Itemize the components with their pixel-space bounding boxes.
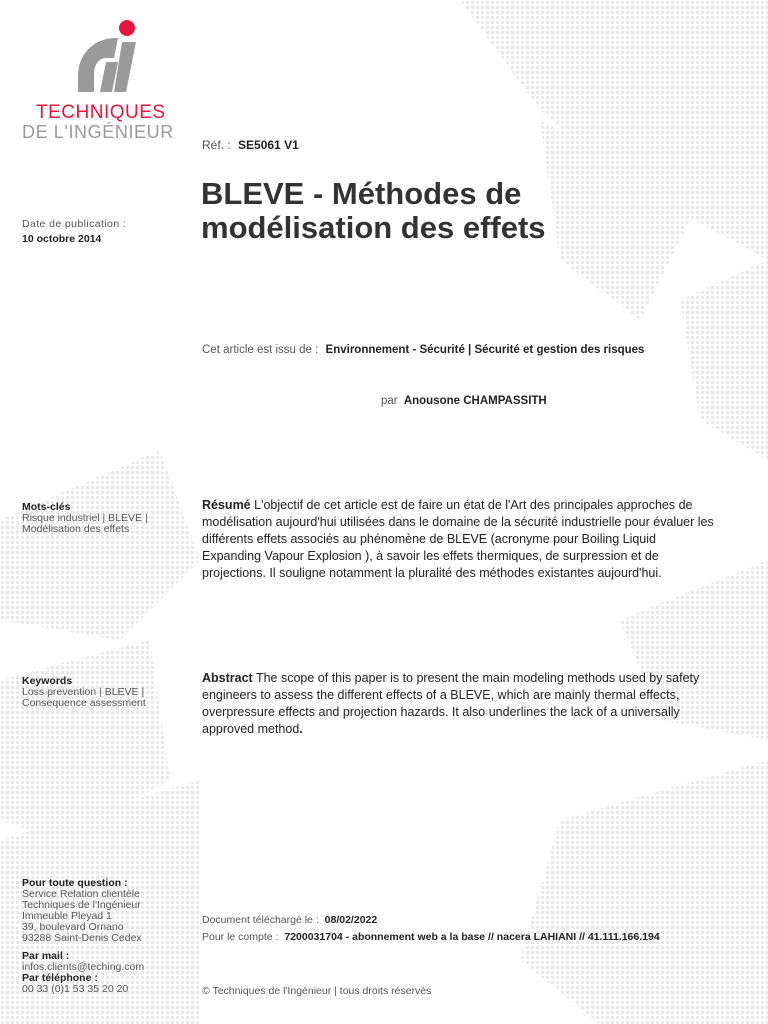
download-date-row [202, 912, 660, 929]
download-account-value: 7200031704 - abonnement web a la base // nacera LAHIANI // 41.111.166.194 [284, 931, 660, 943]
contact-info [22, 878, 144, 995]
contact-line: 39, boulevard Ornano [22, 921, 124, 933]
source-value[interactable]: Environnement - Sécurité | Sécurité et gestion des risques [325, 344, 645, 356]
download-date-value: 08/02/2022 [324, 914, 378, 926]
copyright: © Techniques de l'Ingénieur | tous droits réservés [202, 985, 432, 997]
download-info [202, 912, 660, 946]
author-name: Anousone CHAMPASSITH [403, 395, 547, 407]
contact-line: Service Relation clientèle [22, 888, 140, 900]
reference-value: SE5061 V1 [238, 138, 299, 152]
title-line1: BLEVE - Méthodes de [201, 176, 522, 211]
logo[interactable] [22, 18, 202, 148]
reference-label: Réf. : [202, 138, 231, 152]
resume-heading: Résumé [202, 498, 251, 512]
keywords [22, 676, 146, 709]
keywords-line2: Consequence assessment [22, 697, 146, 709]
mots-cles-line1: Risque industriel | BLEVE | [22, 512, 148, 524]
title-line2: modélisation des effets [201, 210, 546, 245]
mots-cles [22, 502, 148, 535]
contact-phone-heading: Par téléphone : [22, 972, 98, 984]
reference [202, 138, 299, 152]
abstract-heading: Abstract [202, 671, 253, 685]
abstract-text: The scope of this paper is to present the main modeling methods used by safety engineers to assess the different effects of a BLEVE, which are mainly thermal effects, overpressure effects and projection hazards. It also underlines the lack of a universally approved method [202, 671, 700, 736]
logo-mark-icon [70, 18, 150, 98]
keywords-heading: Keywords [22, 675, 73, 687]
keywords-line1: Loss prevention | BLEVE | [22, 686, 145, 698]
contact-question-heading: Pour toute question : [22, 877, 128, 889]
abstract-end: . [299, 722, 303, 736]
download-account-row [202, 929, 660, 946]
source-label: Cet article est issu de : [202, 344, 319, 356]
contact-phone: 00 33 (0)1 53 35 20 20 [22, 983, 129, 995]
mots-cles-heading: Mots-clés [22, 501, 71, 513]
author-label: par [381, 395, 398, 407]
publication-date [22, 218, 126, 245]
publication-label: Date de publication : [22, 218, 127, 230]
logo-text-line2: DE L'INGÉNIEUR [22, 122, 174, 142]
article-source [202, 344, 644, 356]
resume [202, 497, 714, 582]
logo-text-line1: TECHNIQUES [36, 102, 166, 123]
resume-text: L'objectif de cet article est de faire un état de l'Art des principales approches de modélisation aujourd'hui utilisées dans le domaine de la sécurité industrielle pour évaluer les différents effets associés au phénomène de BLEVE (acronyme pour Boiling Liquid Expanding Vapour Explosion ), à savoir les effets thermiques, de surpression et de projections. Il souligne notamment la pluralité des méthodes existantes aujourd'hui. [202, 498, 714, 580]
contact-mail[interactable]: infos.clients@teching.com [22, 961, 145, 973]
download-date-label: Document téléchargé le : [202, 914, 319, 926]
contact-mail-heading: Par mail : [22, 950, 70, 962]
page-title [201, 177, 546, 245]
abstract [202, 670, 702, 738]
mots-cles-line2: Modélisation des effets [22, 523, 130, 535]
author [381, 395, 547, 407]
contact-line: 93288 Saint-Denis Cedex [22, 932, 142, 944]
publication-value: 10 octobre 2014 [22, 233, 102, 245]
contact-line: Immeuble Pleyad 1 [22, 910, 112, 922]
download-account-label: Pour le compte : [202, 931, 279, 943]
contact-line: Techniques de l'Ingénieur [22, 899, 141, 911]
